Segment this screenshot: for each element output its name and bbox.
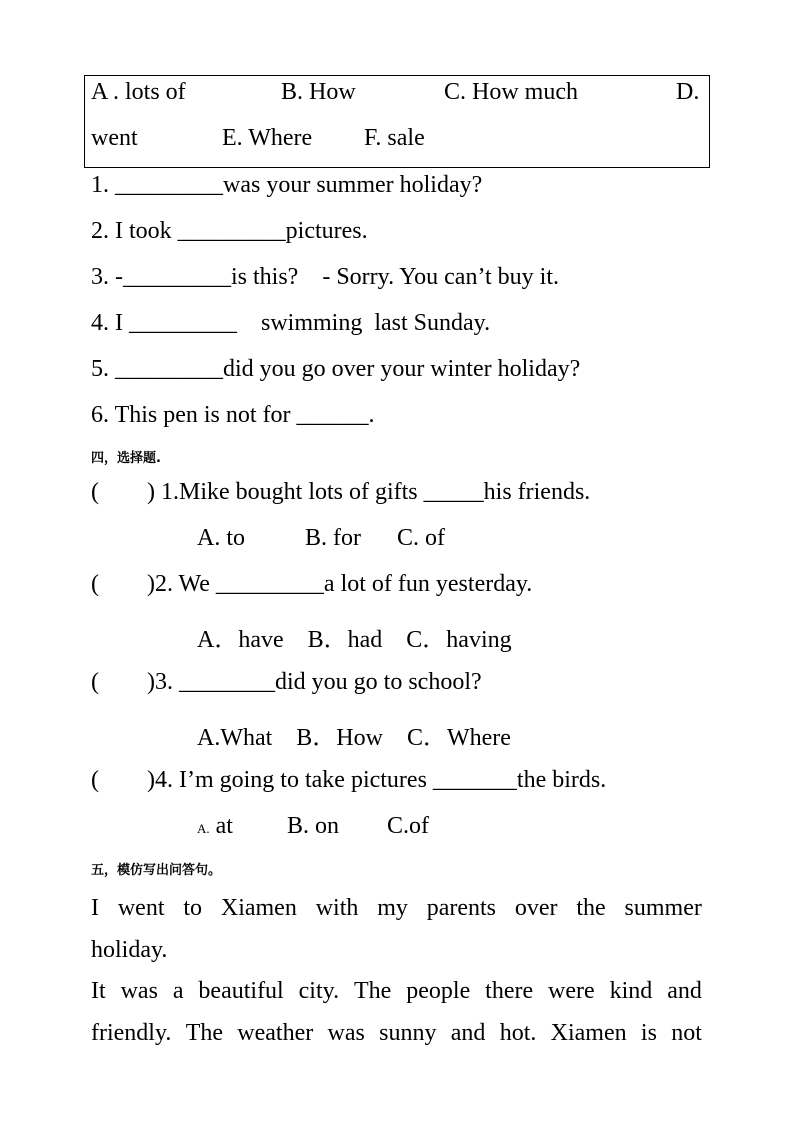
word-option-f: F. sale [364,125,425,151]
word-option-a: A . lots of [91,79,186,105]
choice-options-1: A. to B. for C. of [197,525,445,551]
passage-line-1: I went to Xiamen with my parents over the summer [91,895,702,921]
choice-question-3: ( )3. ________did you go to school? [91,669,482,695]
fill-in-question-2: 2. I took _________pictures. [91,218,368,244]
passage-line-3: It was a beautiful city. The people there were kind and [91,978,702,1004]
word-option-d-continued: went [91,125,138,151]
word-option-d: D. [676,79,700,105]
word-option-c: C. How much [444,79,578,105]
section-4-heading: 四，选择题. [91,451,161,466]
choice-options-4-text: at B. on C.of [209,813,429,839]
fill-in-question-6: 6. This pen is not for ______. [91,402,375,428]
fill-in-question-4: 4. I _________ swimming last Sunday. [91,310,491,336]
word-option-e: E. Where [222,125,313,151]
fill-in-question-1: 1. _________was your summer holiday? [91,172,483,198]
choice-options-2: A．have B．had C．having [197,627,512,653]
choice-question-2: ( )2. We _________a lot of fun yesterday. [91,571,533,597]
passage-line-2: holiday. [91,937,168,963]
choice-options-4 [197,813,429,840]
passage-line-4: friendly. The weather was sunny and hot. Xiamen is not [91,1020,702,1046]
option-a-label: A. [197,821,210,836]
choice-question-1: ( ) 1.Mike bought lots of gifts _____his friends. [91,479,591,505]
fill-in-question-3: 3. -_________is this? - Sorry. You can’t buy it. [91,264,559,290]
choice-question-4: ( )4. I’m going to take pictures _______the birds. [91,767,607,793]
section-5-heading: 五，模仿写出问答句。 [91,863,222,878]
fill-in-question-5: 5. _________did you go over your winter holiday? [91,356,581,382]
word-option-b: B. How [281,79,356,105]
choice-options-3: A.What B．How C．Where [197,725,511,751]
